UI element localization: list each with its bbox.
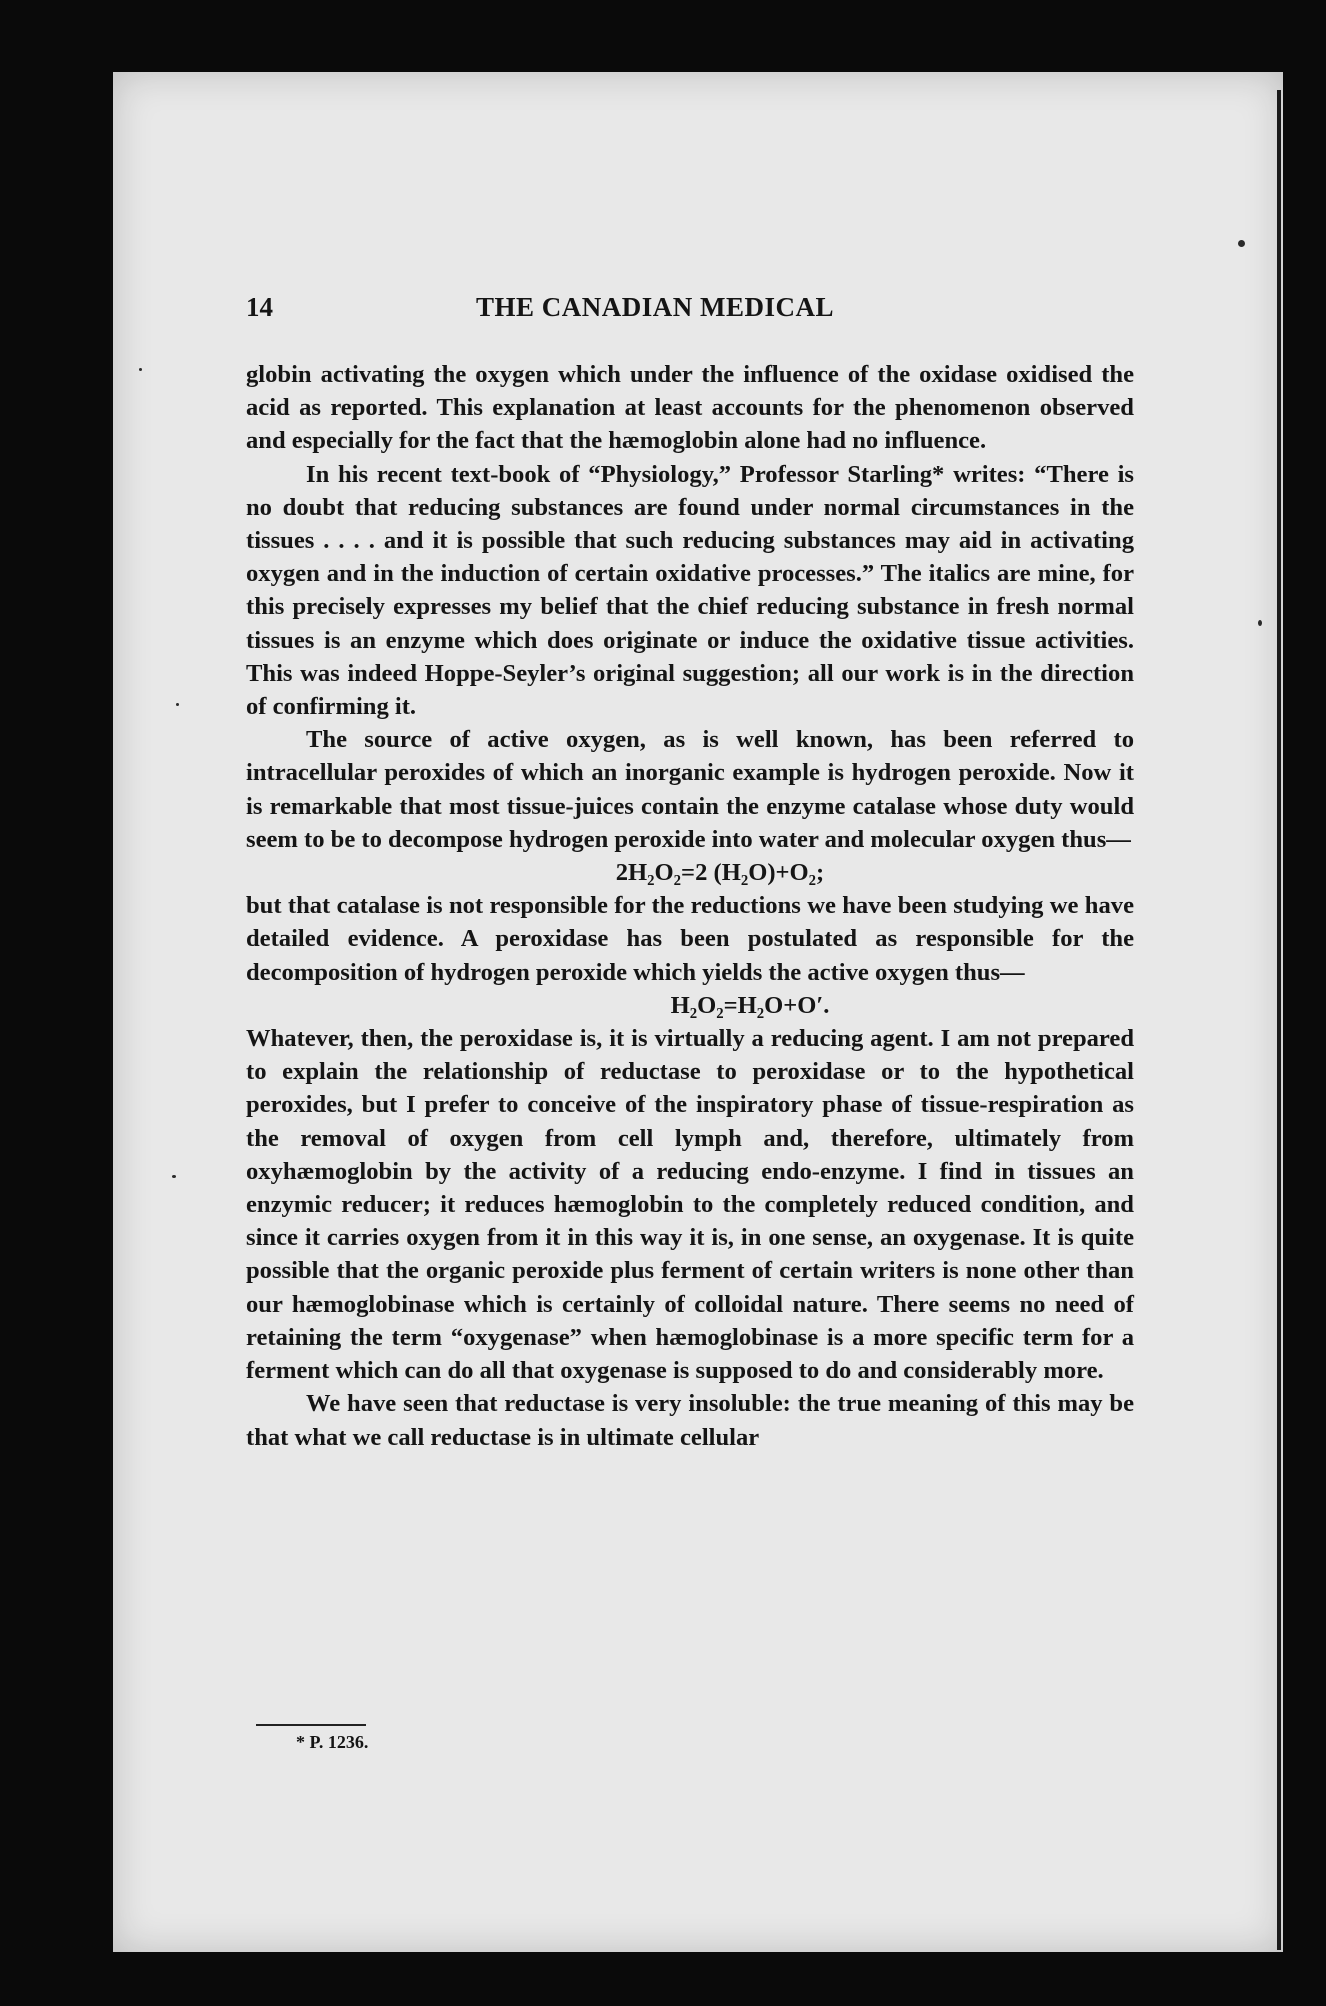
paragraph-2: In his recent text-book of “Physiology,” Professor Starling* writes: “There is no doubt that reducing substances are found under normal circumstances in the tissues . . . . and it is possible that such reducing substances may aid in activating oxygen and in the induction of certain oxidative processes.” The italics are mine, for this precisely expresses my belief that the chief reducing substance in fresh normal tissues is an enzyme which does originate or induce the oxidative tissue activities. This was indeed Hoppe-Seyler’s original suggestion; all our work is in the direction of confirming it. (246, 460, 1134, 721)
scan-speck (1238, 240, 1245, 247)
footnote-rule (256, 1724, 366, 1726)
scan-speck (139, 368, 142, 371)
paragraph-5: Whatever, then, the peroxidase is, it is virtually a reducing agent. I am not prepared to explain the relationship of reductase to peroxidase or to the hypothetical peroxides, but I prefer to conceive of the inspiratory phase of tissue-respiration as the removal of oxygen from cell lymph and, therefore, ultimately from oxyhæmoglobin by the activity of a reducing endo-enzyme. I find in tissues an enzymic reducer; it reduces hæmoglobin to the completely reduced condition, and since it carries oxygen from it in this way it is, in one sense, an oxygenase. It is quite possible that the organic peroxide plus ferment of certain writers is none other than our hæmoglobinase which is certainly of colloidal nature. There seems no need of retaining the term “oxygenase” when hæmoglobinase is a more specific term for a ferment which can do all that oxygenase is supposed to do and considerably more. (246, 1025, 1134, 1385)
footnote: * P. 1236. (296, 1732, 369, 1752)
scan-speck (172, 1175, 176, 1178)
page-edge-shadow (1277, 90, 1281, 1950)
journal-title: THE CANADIAN MEDICAL (476, 292, 835, 322)
running-head (246, 292, 1134, 332)
chemical-equation-2: H₂O₂=H₂O+O′. (670, 991, 830, 1019)
scan-speck (1258, 620, 1262, 626)
page-number: 14 (246, 292, 273, 322)
paragraph-3: The source of active oxygen, as is well known, has been referred to intracellular peroxides of which an inorganic example is hydrogen peroxide. Now it is remarkable that most tissue-juices contain the enzyme catalase whose duty would seem to be to decompose hydrogen peroxide into water and molecular oxygen thus— (246, 726, 1134, 853)
paragraph-4: but that catalase is not responsible for the reductions we have been studying we have detailed evidence. A peroxidase has been postulated as responsible for the decomposition of hydrogen peroxide which yields the active oxygen thus— (246, 892, 1134, 986)
paragraph-1: globin activating the oxygen which under the influence of the oxidase oxidised the acid as reported. This explanation at least accounts for the phenomenon observed and especially for the fact that the hæmoglobin alone had no influence. (246, 361, 1134, 455)
body-text (246, 358, 1134, 1454)
chemical-equation-1: 2H₂O₂=2 (H₂O)+O₂; (615, 859, 825, 887)
paragraph-6: We have seen that reductase is very insoluble: the true meaning of this may be that what we call reductase is in ultimate cellular (246, 1390, 1134, 1451)
scan-speck (176, 703, 179, 706)
